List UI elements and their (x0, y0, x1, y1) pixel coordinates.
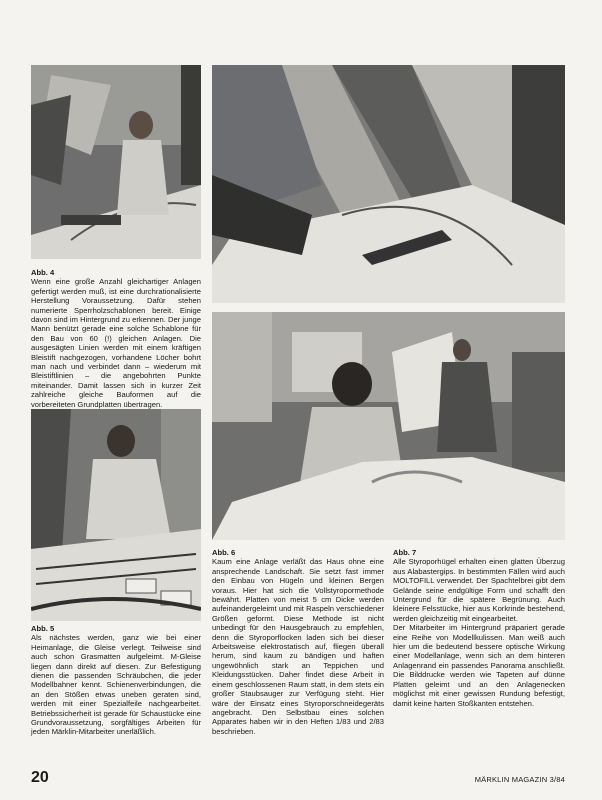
caption-abb7-label: Abb. 7 (393, 548, 417, 557)
photo-abb6-abb7 (212, 312, 565, 540)
caption-abb7-text1: Alle Styroporhügel erhalten einen glatten Überzug aus Alabastergips. In bestimmten Fällen wird auch MOLTOFILL verwendet. Der Spachtelbrei gibt dem Gelände seine endgültige Form und schafft den Untergrund für die spätere Begrünung. Auch kleinere Felsstücke, hier aus Korkrinde bestehend, werden gleichzeitig mit eingearbeitet. (393, 557, 565, 623)
caption-abb5 (31, 624, 201, 737)
photo-large-top (212, 65, 565, 303)
caption-abb7-text2: Der Mitarbeiter im Hintergrund präpariert gerade eine Reihe von Modellkulissen. Man weiß auch hier um die bedeutend bessere optische Wirkung einer Modellanlage, wenn sich an dem hinteren Anlagenrand ein passendes Panorama anschließt. Die Bilddrucke werden wie Tapeten auf dünne Platten geleimt und an den Anlagenecken möglichst mit einer gewissen Rundung befestigt, damit keine harten Stoßkanten entstehen. (393, 623, 565, 708)
caption-abb6-text: Kaum eine Anlage verläßt das Haus ohne eine ansprechende Landschaft. Sie setzt fast immer den Einbau von Hügeln und kleinen Bergen voraus. Hier hat sich die Vollstyropormethode bewährt. Platten von meist 5 cm Dicke werden aufeinandergeleimt und mit Raspeln verschiedener Größen geformt. Diese Methode ist nicht unbedingt für den Hausgebrauch zu empfehlen, denn die Styroporflocken laden sich bei dieser Arbeitsweise elektrostatisch auf, fliegen überall herum, sind kaum zu bändigen und haften ungewöhnlich stark an Teppichen und Kleidungsstücken. Daher findet diese Arbeit in einem geschlossenen Raum statt, in dem stets ein großer Staubsauger zur Verfügung steht. Hier wäre der Einsatz eines Styroporschneidegeräts angebracht. Den Selbstbau eines solchen Apparates haben wir in den Heften 1/83 und 2/83 beschrieben. (212, 557, 384, 736)
photo-abb4 (31, 65, 201, 259)
page-number: 20 (31, 769, 49, 786)
caption-abb4-text: Wenn eine große Anzahl gleichartiger Anlagen gefertigt werden muß, ist eine durchrationalisierte Herstellung Voraussetzung. Dafür stehen numerierte Sperrholzschablonen bereit. Einige davon sind im Hintergrund zu erkennen. Der junge Mann benützt gerade eine solche Schablone für den Bau von 60 (!) gleichen Anlagen. Die ausgesägten Linien werden mit einem kräftigen Bleistift nachgezogen, vorhandene Löcher bohrt man nach und verbindet dann – wiederum mit Bleistiftlinien – die angebohrten Punkte miteinander. Damit lassen sich in kurzer Zeit zahlreiche gleiche Bauformen auf die vorbereiteten Grundplatten übertragen. (31, 277, 201, 409)
magazine-footer: MÄRKLIN MAGAZIN 3/84 (474, 775, 565, 784)
caption-abb5-text: Als nächstes werden, ganz wie bei einer Heimanlage, die Gleise verlegt. Teilweise sind auch schon Grasmatten aufgeleimt. M-Gleise liegen dann direkt auf diesen. Zur Befestigung dienen die passenden Schräubchen, die jeder Modellbahner kennt. Schienenverbindungen, die an den Stößen etwas uneben geraten sind, werden mit einer Spezialfeile nachgearbeitet. Betriebssicherheit ist gerade für Schaustücke eine Grundvoraussetzung, sorgfältiges Arbeiten für jeden Märklin-Mitarbeiter unerläßlich. (31, 633, 201, 737)
caption-abb6 (212, 548, 384, 736)
caption-abb4-label: Abb. 4 (31, 268, 55, 277)
caption-abb4 (31, 268, 201, 409)
caption-abb7 (393, 548, 565, 708)
caption-abb6-label: Abb. 6 (212, 548, 236, 557)
photo-abb5 (31, 409, 201, 621)
caption-abb5-label: Abb. 5 (31, 624, 55, 633)
